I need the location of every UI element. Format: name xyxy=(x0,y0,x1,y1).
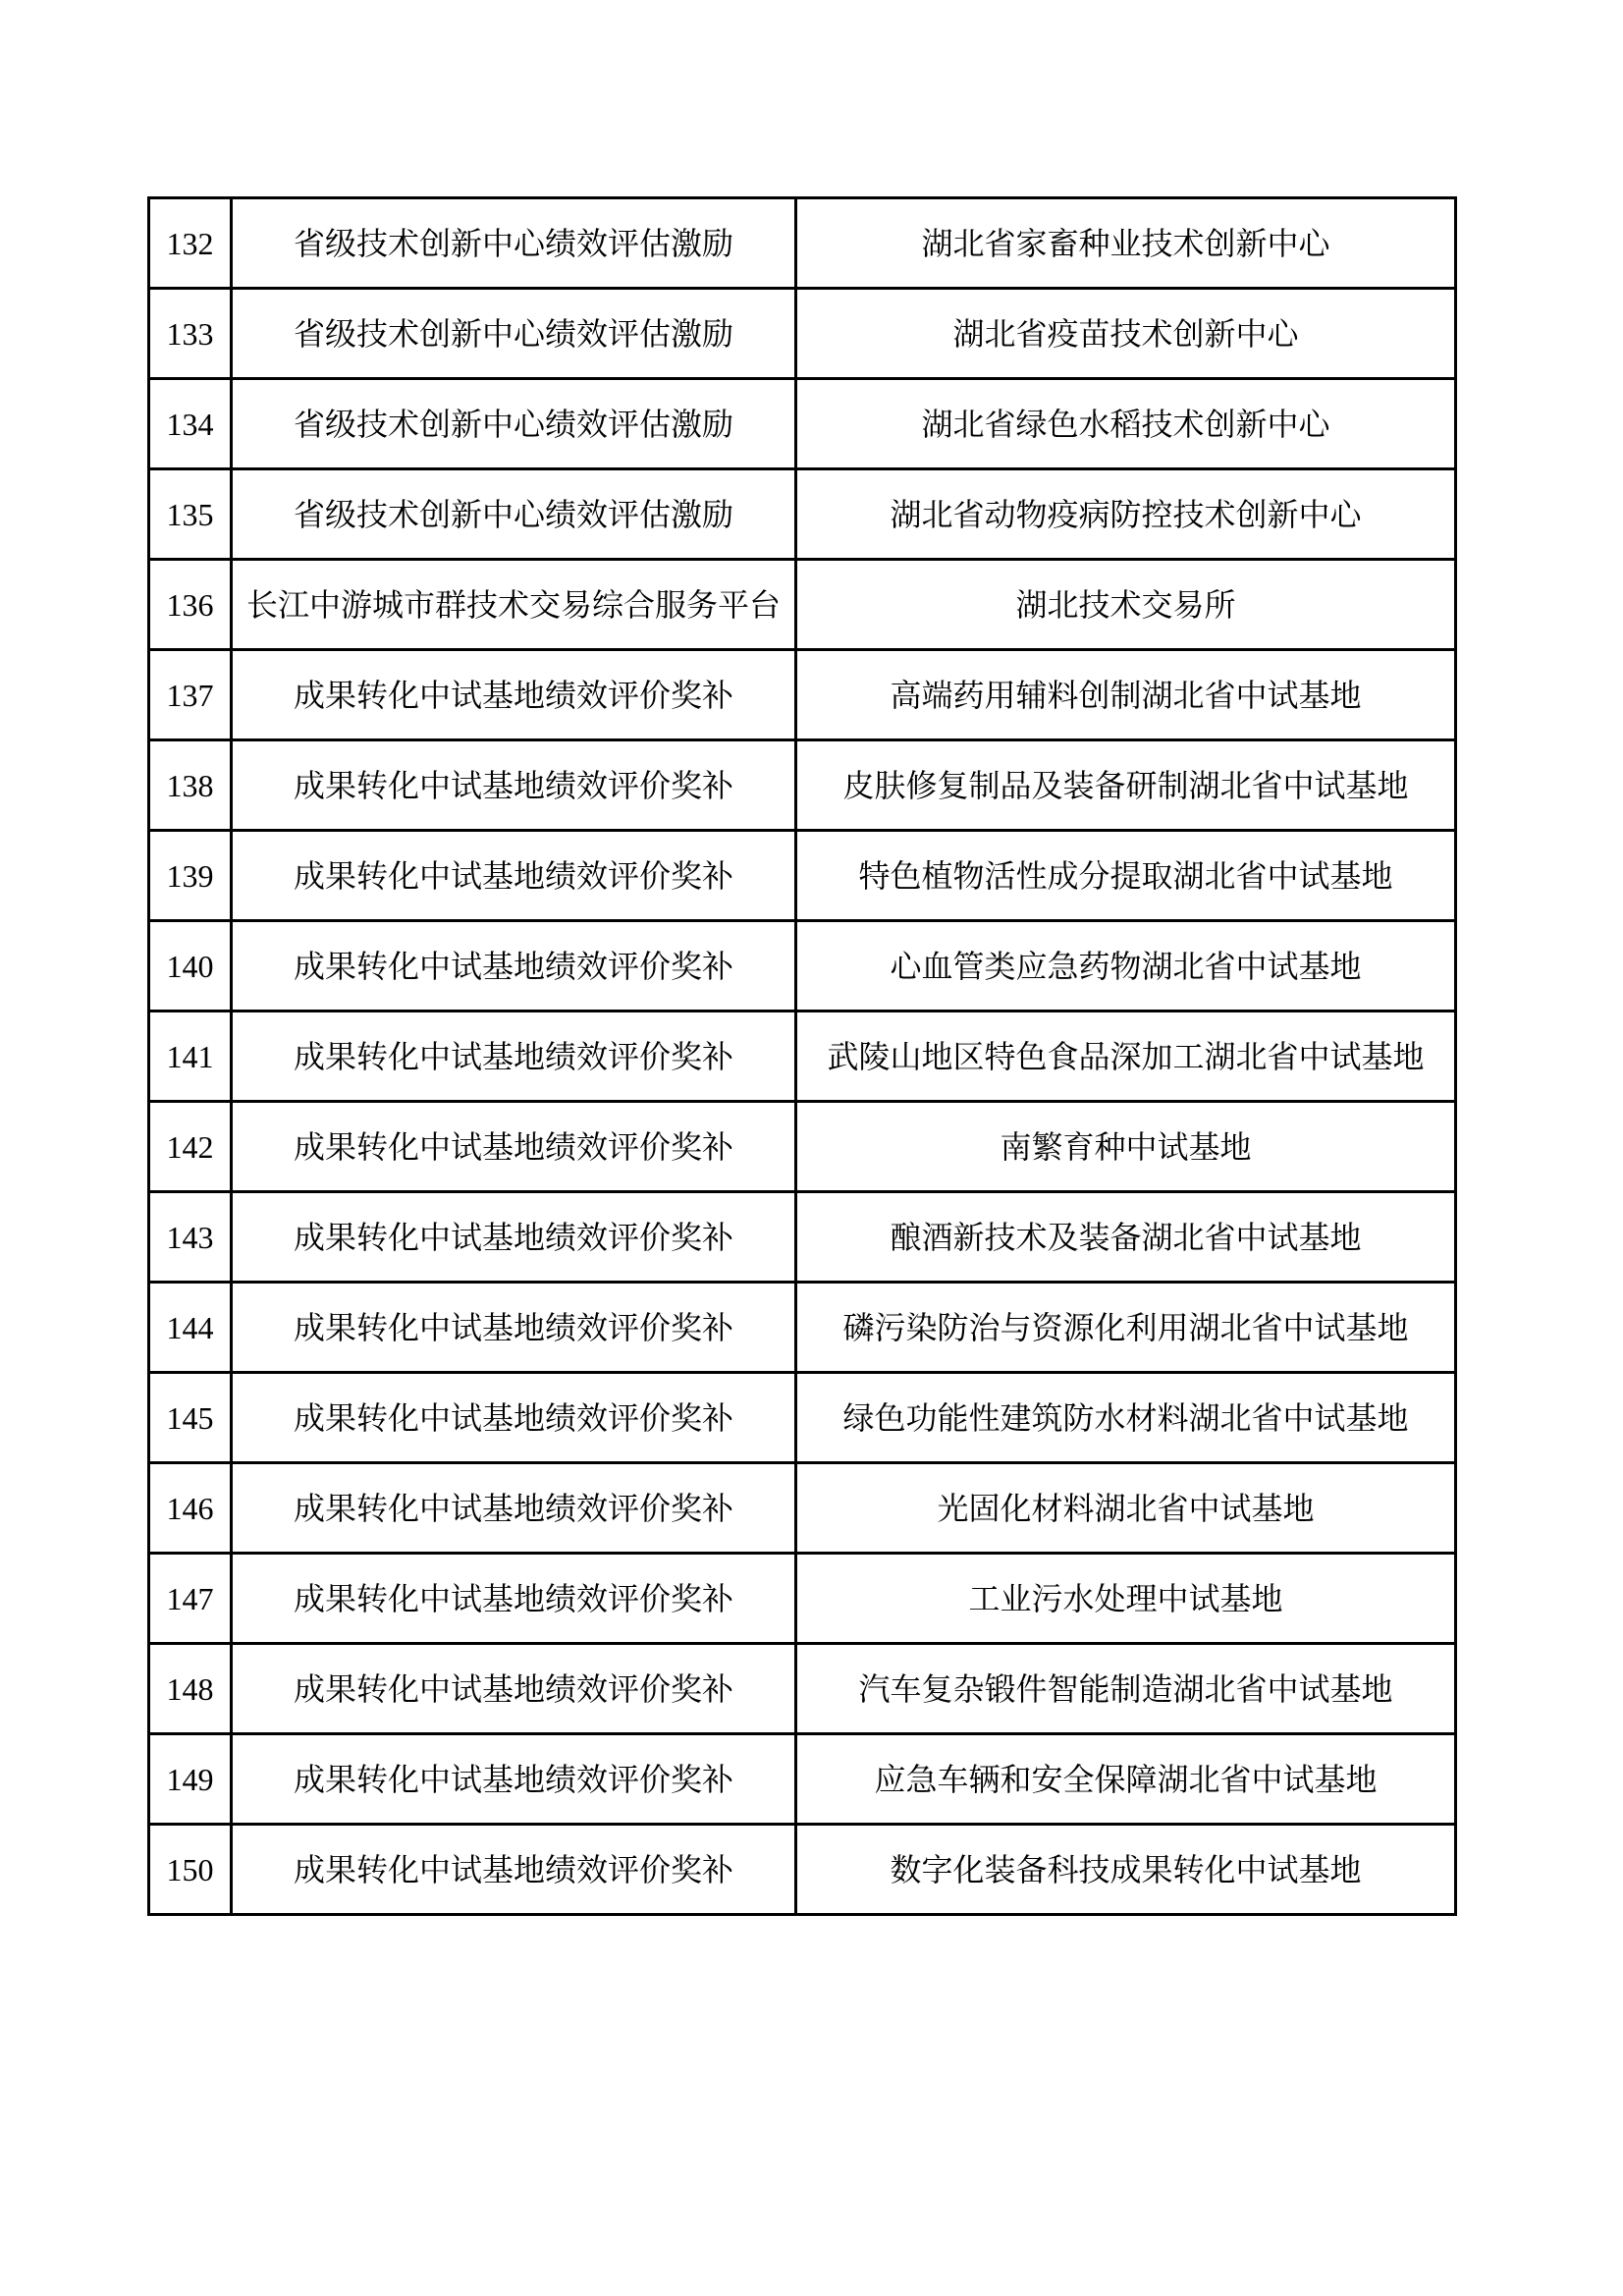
row-number: 143 xyxy=(149,1192,232,1283)
row-number: 150 xyxy=(149,1825,232,1915)
project-name: 成果转化中试基地绩效评价奖补 xyxy=(232,1102,796,1192)
table-row xyxy=(149,740,1456,831)
unit-name: 心血管类应急药物湖北省中试基地 xyxy=(796,921,1456,1011)
project-name: 成果转化中试基地绩效评价奖补 xyxy=(232,740,796,831)
row-number: 135 xyxy=(149,469,232,560)
project-name: 省级技术创新中心绩效评估激励 xyxy=(232,469,796,560)
table-row xyxy=(149,1644,1456,1734)
row-number: 148 xyxy=(149,1644,232,1734)
unit-name: 数字化装备科技成果转化中试基地 xyxy=(796,1825,1456,1915)
table-row xyxy=(149,379,1456,469)
row-number: 133 xyxy=(149,289,232,379)
row-number: 145 xyxy=(149,1373,232,1463)
project-name: 成果转化中试基地绩效评价奖补 xyxy=(232,1825,796,1915)
table-row xyxy=(149,1011,1456,1102)
table-row xyxy=(149,1192,1456,1283)
unit-name: 汽车复杂锻件智能制造湖北省中试基地 xyxy=(796,1644,1456,1734)
project-name: 成果转化中试基地绩效评价奖补 xyxy=(232,650,796,740)
table-row xyxy=(149,198,1456,289)
row-number: 141 xyxy=(149,1011,232,1102)
unit-name: 工业污水处理中试基地 xyxy=(796,1554,1456,1644)
project-name: 成果转化中试基地绩效评价奖补 xyxy=(232,1734,796,1825)
project-name: 成果转化中试基地绩效评价奖补 xyxy=(232,1011,796,1102)
unit-name: 光固化材料湖北省中试基地 xyxy=(796,1463,1456,1554)
table-row xyxy=(149,650,1456,740)
row-number: 144 xyxy=(149,1283,232,1373)
table-row xyxy=(149,1283,1456,1373)
project-table xyxy=(147,196,1457,1916)
project-name: 省级技术创新中心绩效评估激励 xyxy=(232,289,796,379)
table-row xyxy=(149,1463,1456,1554)
row-number: 149 xyxy=(149,1734,232,1825)
project-name: 成果转化中试基地绩效评价奖补 xyxy=(232,1463,796,1554)
table-row xyxy=(149,1102,1456,1192)
row-number: 134 xyxy=(149,379,232,469)
unit-name: 南繁育种中试基地 xyxy=(796,1102,1456,1192)
table-row xyxy=(149,1825,1456,1915)
project-name: 成果转化中试基地绩效评价奖补 xyxy=(232,831,796,921)
table-row xyxy=(149,831,1456,921)
project-name: 成果转化中试基地绩效评价奖补 xyxy=(232,1373,796,1463)
row-number: 137 xyxy=(149,650,232,740)
unit-name: 应急车辆和安全保障湖北省中试基地 xyxy=(796,1734,1456,1825)
row-number: 132 xyxy=(149,198,232,289)
project-name: 省级技术创新中心绩效评估激励 xyxy=(232,379,796,469)
project-name: 成果转化中试基地绩效评价奖补 xyxy=(232,1644,796,1734)
table-row xyxy=(149,1734,1456,1825)
unit-name: 湖北省动物疫病防控技术创新中心 xyxy=(796,469,1456,560)
table-row xyxy=(149,560,1456,650)
unit-name: 磷污染防治与资源化利用湖北省中试基地 xyxy=(796,1283,1456,1373)
unit-name: 皮肤修复制品及装备研制湖北省中试基地 xyxy=(796,740,1456,831)
row-number: 146 xyxy=(149,1463,232,1554)
row-number: 138 xyxy=(149,740,232,831)
project-name: 成果转化中试基地绩效评价奖补 xyxy=(232,1192,796,1283)
project-name: 成果转化中试基地绩效评价奖补 xyxy=(232,1283,796,1373)
unit-name: 特色植物活性成分提取湖北省中试基地 xyxy=(796,831,1456,921)
unit-name: 湖北技术交易所 xyxy=(796,560,1456,650)
project-name: 省级技术创新中心绩效评估激励 xyxy=(232,198,796,289)
project-name: 成果转化中试基地绩效评价奖补 xyxy=(232,921,796,1011)
row-number: 136 xyxy=(149,560,232,650)
table-row xyxy=(149,1373,1456,1463)
unit-name: 湖北省绿色水稻技术创新中心 xyxy=(796,379,1456,469)
unit-name: 高端药用辅料创制湖北省中试基地 xyxy=(796,650,1456,740)
unit-name: 绿色功能性建筑防水材料湖北省中试基地 xyxy=(796,1373,1456,1463)
table-row xyxy=(149,289,1456,379)
row-number: 140 xyxy=(149,921,232,1011)
table-row xyxy=(149,469,1456,560)
row-number: 139 xyxy=(149,831,232,921)
unit-name: 武陵山地区特色食品深加工湖北省中试基地 xyxy=(796,1011,1456,1102)
unit-name: 酿酒新技术及装备湖北省中试基地 xyxy=(796,1192,1456,1283)
table-row xyxy=(149,921,1456,1011)
row-number: 142 xyxy=(149,1102,232,1192)
unit-name: 湖北省家畜种业技术创新中心 xyxy=(796,198,1456,289)
project-name: 成果转化中试基地绩效评价奖补 xyxy=(232,1554,796,1644)
row-number: 147 xyxy=(149,1554,232,1644)
table-row xyxy=(149,1554,1456,1644)
unit-name: 湖北省疫苗技术创新中心 xyxy=(796,289,1456,379)
project-name: 长江中游城市群技术交易综合服务平台 xyxy=(232,560,796,650)
